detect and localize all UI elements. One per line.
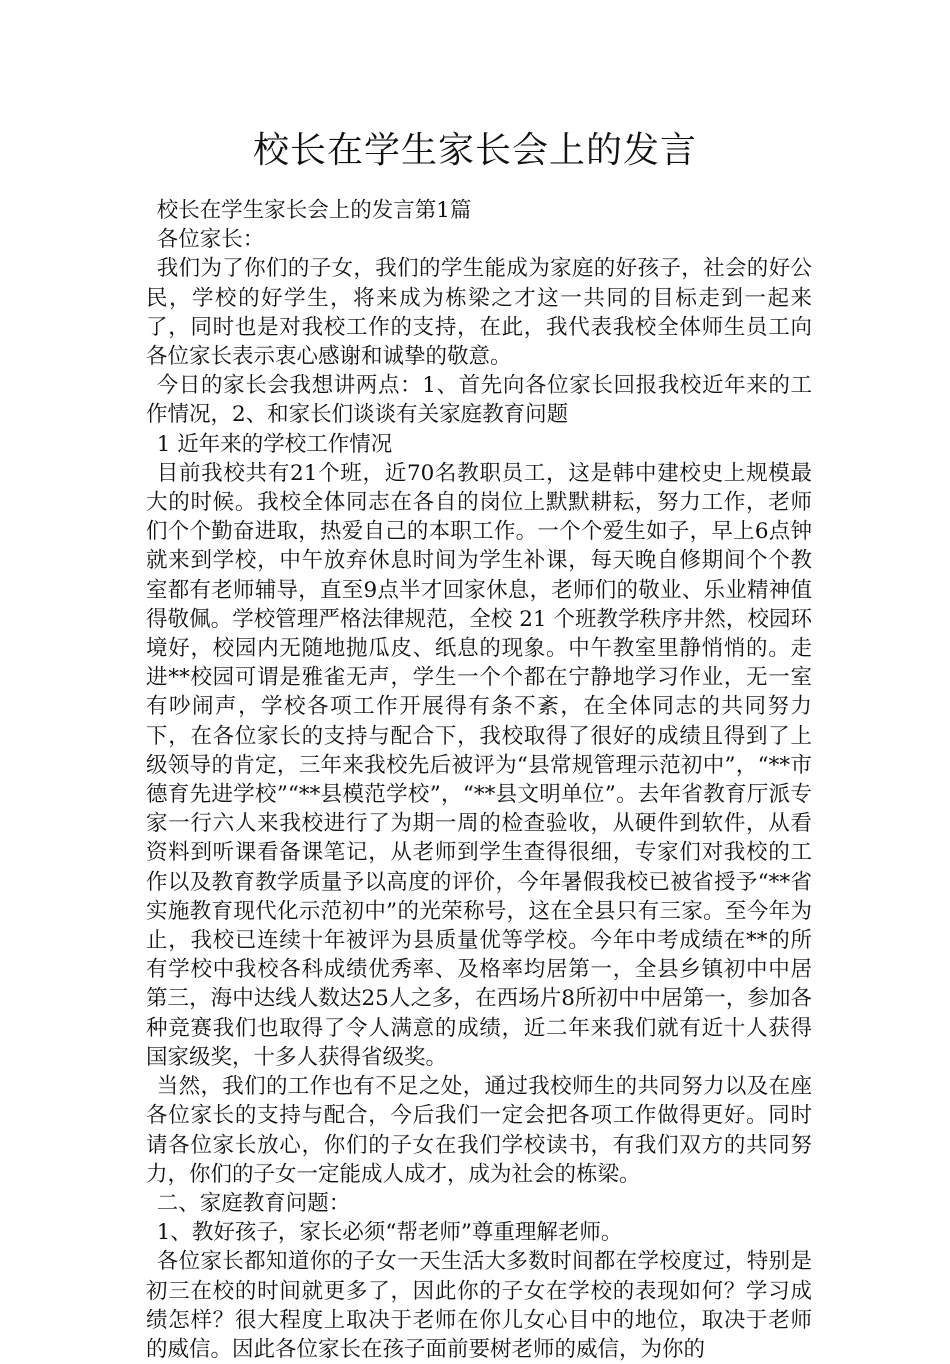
paragraph: 今日的家长会我想讲两点：1、首先向各位家长回报我校近年来的工作情况，2、和家长们谈谈有关家庭教育问题	[146, 373, 812, 428]
section-heading: 校长在学生家长会上的发言第1篇	[156, 198, 472, 223]
paragraph: 当然，我们的工作也有不足之处，通过我校师生的共同努力以及在座各位家长的支持与配合，今后我们一定会把各项工作做得更好。同时请各位家长放心，你们的子女在我们学校读书，有我们双方的共同努力，你们的子女一定能成人成才，成为社会的栋梁。	[146, 1074, 812, 1187]
paragraph: 我们为了你们的子女，我们的学生能成为家庭的好孩子，社会的好公民，学校的好学生，将来成为栋梁之才这一共同的目标走到一起来了，同时也是对我校工作的支持，在此，我代表我校全体师生员工向各位家长表示衷心感谢和诚挚的敬意。	[146, 256, 812, 370]
subheading: 二、家庭教育问题：	[156, 1190, 351, 1216]
document-body	[146, 196, 812, 1364]
paragraph: 各位家长都知道你的子女一天生活大多数时间都在学校度过，特别是初三在校的时间就更多了，因此你的子女在学校的表现如何？学习成绩怎样？很大程度上取决于老师在你儿女心目中的地位，取决于老师的威信。因此各位家长在孩子面前要树老师的威信，为你的	[146, 1249, 812, 1362]
subheading: 1 近年来的学校工作情况	[156, 431, 393, 457]
paragraph: 目前我校共有21个班，近70名教职员工，这是韩中建校史上规模最大的时候。我校全体同志在各自的岗位上默默耕耘，努力工作，老师们个个勤奋进取，热爱自己的本职工作。一个个爱生如子，早上6点钟就来到学校，中午放弃休息时间为学生补课，每天晚自修期间个个教室都有老师辅导，直至9点半才回家休息，老师们的敬业、乐业精神值得敬佩。学校管理严格法律规范，全校 21 个班教学秩序井然，校园环境好，校园内无随地抛瓜皮、纸息的现象。中午教室里静悄悄的。走进**校园可谓是雅雀无声，学生一个个都在宁静地学习作业，无一室有吵闹声，学校各项工作开展得有条不紊，在全体同志的共同努力下，在各位家长的支持与配合下，我校取得了很好的成绩且得到了上级领导的肯定，三年来我校先后被评为“县常规管理示范初中”，“**市德育先进学校”“**县模范学校”，“**县文明单位”。去年省教育厅派专家一行六人来我校进行了为期一周的检查验收，从硬件到软件，从看资料到听课看备课笔记，从老师到学生查得很细，专家们对我校的工作以及教育教学质量予以高度的评价，今年暑假我校已被省授予“**省实施教育现代化示范初中”的光荣称号，这在全县只有三家。至今年为止，我校已连续十年被评为县质量优等学校。今年中考成绩在**的所有学校中我校各科成绩优秀率、及格率均居第一，全县乡镇初中中居第三，海中达线人数达25人之多，在西场片8所初中中居第一，参加各种竞赛我们也取得了令人满意的成绩，近二年来我们就有近十人获得国家级奖，十多人获得省级奖。	[146, 460, 812, 1070]
subheading: 1、教好孩子，家长必须“帮老师”尊重理解老师。	[156, 1220, 623, 1246]
salutation: 各位家长：	[156, 227, 265, 253]
document-title: 校长在学生家长会上的发言	[252, 130, 697, 171]
